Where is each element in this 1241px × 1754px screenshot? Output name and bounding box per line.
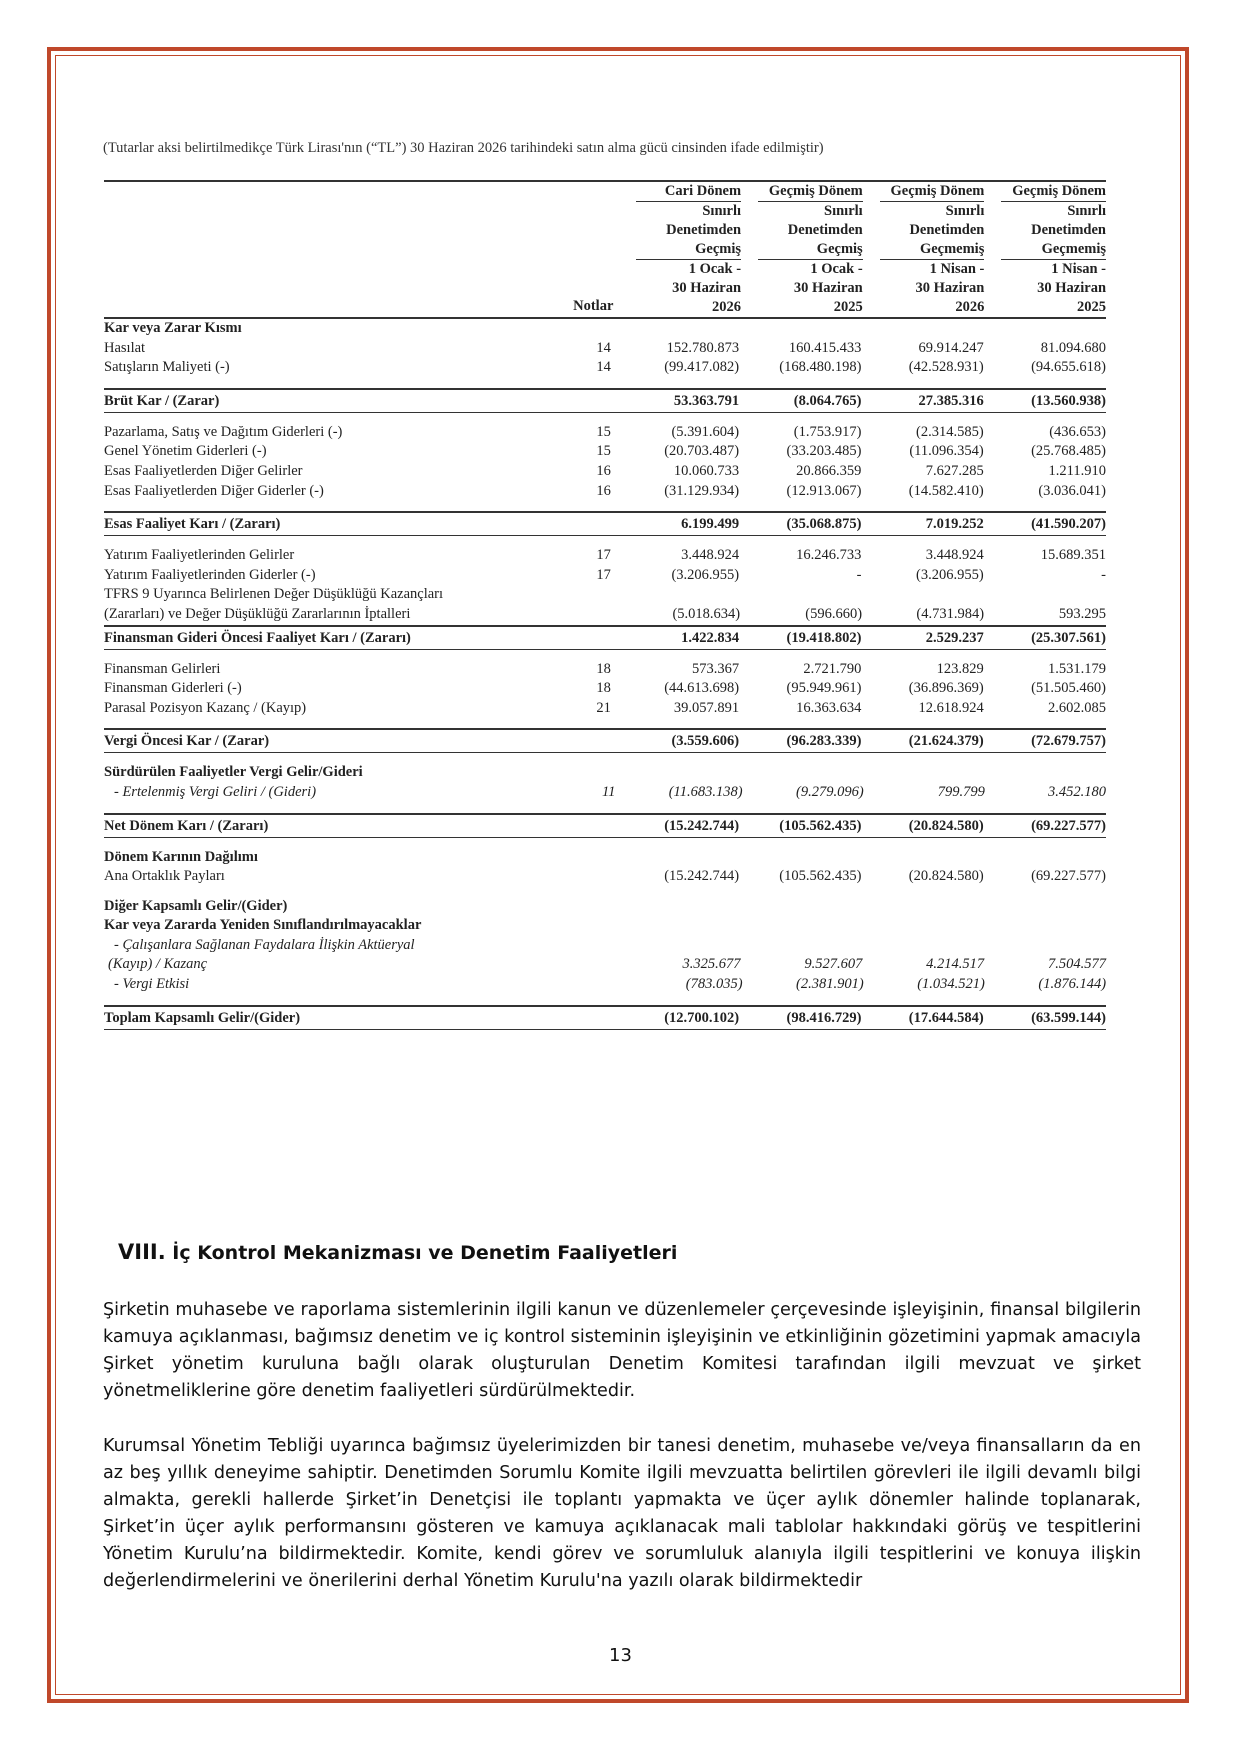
table-row	[104, 848, 1106, 868]
row-value: (25.768.485)	[1031, 443, 1106, 460]
row-value	[756, 319, 861, 339]
row-value: (3.206.955)	[671, 566, 740, 583]
row-label: Net Dönem Karı / (Zararı)	[104, 817, 269, 834]
row-note	[495, 897, 617, 917]
table-row	[104, 423, 1106, 443]
row-value: 2.529.237	[925, 629, 984, 646]
row-value	[760, 936, 864, 956]
row-value	[634, 319, 739, 339]
row-value	[756, 848, 861, 868]
row-value: (3.036.041)	[1038, 482, 1106, 499]
row-value	[634, 897, 739, 917]
column-header: Geçmiş Dönem Sınırlı Denetimden Geçmemiş 1 Nisan - 30 Haziran 2026	[880, 182, 985, 317]
row-value: 3.452.180	[1048, 783, 1107, 800]
row-value	[756, 897, 861, 917]
row-value: 1.422.834	[681, 629, 740, 646]
notes-header: Notlar	[573, 298, 614, 314]
row-value: (1.753.917)	[793, 423, 862, 440]
row-value: 27.385.316	[918, 392, 984, 409]
table-header	[104, 180, 1106, 319]
row-value: (783.035)	[685, 976, 743, 993]
row-label: Parasal Pozisyon Kazanç / (Kayıp)	[104, 699, 307, 716]
row-note: 18	[596, 660, 611, 677]
row-note: 15	[596, 443, 611, 460]
row-note: 18	[596, 680, 611, 697]
row-value: 12.618.924	[918, 699, 984, 716]
table-row	[104, 511, 1106, 536]
row-value: 160.415.433	[788, 339, 862, 356]
row-note	[495, 319, 617, 339]
row-value: (72.679.757)	[1031, 733, 1106, 750]
row-value: 69.914.247	[918, 339, 984, 356]
row-value: (20.824.580)	[908, 868, 984, 885]
row-label: Satışların Maliyeti (-)	[104, 359, 230, 376]
table-row	[104, 482, 1106, 502]
row-value	[1001, 897, 1106, 917]
table-row	[104, 625, 1106, 650]
row-label: - Çalışanlara Sağlanan Faydalara İlişkin Aktüeryal	[114, 936, 415, 953]
section-title: İç Kontrol Mekanizması ve Denetim Faaliyetleri	[172, 1242, 678, 1264]
row-label: Pazarlama, Satış ve Dağıtım Giderleri (-)	[104, 423, 343, 440]
row-value: (99.417.082)	[664, 359, 740, 376]
row-value: (31.129.934)	[664, 482, 740, 499]
row-value: -	[856, 566, 862, 583]
row-value: (1.034.521)	[917, 976, 985, 993]
row-label: Finansman Giderleri (-)	[104, 680, 242, 697]
row-note	[498, 955, 619, 975]
row-note: 21	[596, 699, 611, 716]
row-value: (44.613.698)	[664, 680, 740, 697]
row-label: TFRS 9 Uyarınca Belirlenen Değer Düşüklüğü Kazançları (Zararları) ve Değer Düşüklüğü Zararlarının İptalleri	[104, 586, 444, 622]
row-value: (3.559.606)	[671, 733, 740, 750]
row-label: Sürdürülen Faaliyetler Vergi Gelir/Gideri	[104, 764, 363, 781]
table-row	[104, 660, 1106, 680]
row-note: 14	[596, 359, 611, 376]
row-value: (14.582.410)	[908, 482, 984, 499]
table-row	[104, 936, 1106, 956]
row-value: 1.531.179	[1047, 660, 1106, 677]
row-value: (33.203.485)	[786, 443, 862, 460]
table-row	[104, 867, 1106, 887]
row-value: (19.418.802)	[786, 629, 862, 646]
row-value: (12.700.102)	[664, 1009, 740, 1026]
row-value	[1001, 763, 1106, 783]
table-row	[104, 679, 1106, 699]
row-label: Brüt Kar / (Zarar)	[104, 392, 220, 409]
row-value: (9.279.096)	[796, 783, 864, 800]
table-row	[104, 358, 1106, 378]
row-value: (69.227.577)	[1031, 817, 1106, 834]
row-note	[495, 390, 617, 412]
row-value: (25.307.561)	[1031, 629, 1106, 646]
row-note	[495, 730, 617, 752]
row-value: (20.703.487)	[664, 443, 740, 460]
row-note	[497, 585, 618, 624]
table-row	[104, 975, 1106, 995]
table-row	[104, 955, 1106, 975]
row-value: 152.780.873	[666, 339, 740, 356]
row-value	[634, 916, 739, 936]
row-value: 9.527.607	[804, 956, 863, 973]
page-number: 13	[609, 1645, 632, 1666]
table-row	[104, 783, 1106, 803]
table-row	[104, 1005, 1106, 1030]
row-label: Esas Faaliyet Karı / (Zararı)	[104, 516, 281, 533]
row-value	[756, 916, 861, 936]
table-row	[104, 339, 1106, 359]
row-label: - Ertelenmiş Vergi Geliri / (Gideri)	[114, 783, 317, 800]
row-value	[878, 319, 983, 339]
row-value: 3.448.924	[925, 547, 984, 564]
section-number: VIII.	[118, 1240, 166, 1264]
table-row	[104, 585, 1106, 624]
row-value: (21.624.379)	[908, 733, 984, 750]
row-value	[1001, 916, 1106, 936]
row-value: 53.363.791	[673, 392, 740, 409]
row-value: (98.416.729)	[786, 1009, 862, 1026]
row-value: (20.824.580)	[908, 817, 984, 834]
paragraph: Kurumsal Yönetim Tebliği uyarınca bağımsız üyelerimizden bir tanesi denetim, muhasebe ve/veya finansalların da en az beş yıllık deneyime sahiptir. Denetimden Sorumlu Komite ilgili mevzuatta belirtilen görevleri ile ilgili devamlı bilgi almakta, gerekli hallerde Şirket’in Denetçisi ile toplantı yapmakta ve üçer aylık dönemler halinde toplanarak, Şirket’in üçer aylık performansını gösteren ve kamuya açıklanacak mali tablolar hakkındaki görüş ve tespitlerini Yönetim Kurulu’na bildirmektedir. Komite, kendi görev ve sorumluluk alanıyla ilgili tespitlerini ve konuya ilişkin değerlendirmelerini ve önerilerini derhal Yönetim Kurulu'na yazılı olarak bildirmektedir	[103, 1436, 1141, 1591]
row-value: (3.206.955)	[916, 566, 984, 583]
row-value: (4.731.984)	[916, 605, 985, 622]
row-value	[634, 763, 739, 783]
row-value	[878, 897, 983, 917]
row-note	[495, 867, 617, 887]
row-note	[495, 513, 617, 535]
row-value	[881, 936, 985, 956]
table-row	[104, 813, 1106, 838]
row-label: Toplam Kapsamlı Gelir/(Gider)	[104, 1009, 301, 1026]
row-label: Vergi Öncesi Kar / (Zarar)	[104, 733, 270, 750]
row-value: -	[1101, 566, 1106, 583]
row-note	[495, 815, 617, 837]
row-note	[495, 848, 617, 868]
row-value: (69.227.577)	[1031, 868, 1106, 885]
row-value: 10.060.733	[673, 462, 740, 479]
row-value: (36.896.369)	[908, 680, 984, 697]
row-value: (15.242.744)	[664, 868, 740, 885]
row-value: (2.314.585)	[916, 423, 984, 440]
row-label: Dönem Karının Dağılımı	[104, 848, 258, 865]
row-value	[634, 848, 739, 868]
row-value: 3.448.924	[681, 547, 740, 564]
row-value: (105.562.435)	[779, 868, 862, 885]
row-value: (11.096.354)	[909, 443, 984, 460]
row-note: 14	[596, 339, 611, 356]
row-label: Finansman Gelirleri	[104, 660, 221, 677]
section-heading	[118, 1240, 677, 1264]
table-caption: (Tutarlar aksi belirtilmedikçe Türk Lirası'nın (“TL”) 30 Haziran 2026 tarihindeki satın alma gücü cinsinden ifade edilmiştir)	[103, 140, 824, 156]
row-label: Yatırım Faaliyetlerinden Gelirler	[104, 547, 295, 564]
table-row	[104, 566, 1106, 586]
income-statement-table	[104, 180, 1106, 1040]
row-value	[878, 848, 983, 868]
row-value: 7.504.577	[1047, 956, 1106, 973]
row-note	[495, 763, 617, 783]
row-label: Yatırım Faaliyetlerinden Giderler (-)	[104, 566, 316, 583]
row-value: (5.018.634)	[672, 605, 741, 622]
row-value: 4.214.517	[926, 956, 985, 973]
row-value: 2.602.085	[1047, 699, 1106, 716]
row-value: 799.799	[937, 783, 985, 800]
row-note: 15	[596, 423, 611, 440]
row-note: 16	[596, 462, 611, 479]
row-note	[495, 916, 617, 936]
table-body	[104, 319, 1106, 1030]
row-value: (436.653)	[1049, 423, 1106, 440]
column-header: Cari Dönem Sınırlı Denetimden Geçmiş 1 Ocak - 30 Haziran 2026	[636, 182, 741, 317]
row-value: (1.876.144)	[1038, 976, 1107, 993]
table-row	[104, 388, 1106, 413]
row-label: Esas Faaliyetlerden Diğer Gelirler	[104, 462, 303, 479]
row-note	[501, 936, 621, 956]
row-value: (105.562.435)	[779, 817, 862, 834]
row-value: (8.064.765)	[793, 392, 862, 409]
table-row	[104, 897, 1106, 917]
table-row	[104, 916, 1106, 936]
row-label: Genel Yönetim Giderleri (-)	[104, 443, 267, 460]
row-label: Diğer Kapsamlı Gelir/(Gider)	[104, 897, 288, 914]
row-value: (5.391.604)	[671, 423, 740, 440]
row-value: (35.068.875)	[786, 516, 862, 533]
row-label: Hasılat	[104, 339, 146, 356]
row-value: 3.325.677	[682, 956, 741, 973]
row-value	[1002, 936, 1106, 956]
row-label: Finansman Gideri Öncesi Faaliyet Karı / (Zararı)	[104, 629, 411, 646]
row-value	[1001, 848, 1106, 868]
table-row	[104, 462, 1106, 482]
row-value: 2.721.790	[803, 660, 862, 677]
row-value: 573.367	[692, 660, 740, 677]
row-value	[878, 916, 983, 936]
column-header: Geçmiş Dönem Sınırlı Denetimden Geçmiş 1 Ocak - 30 Haziran 2025	[758, 182, 863, 317]
row-note: 17	[596, 547, 611, 564]
row-value	[638, 936, 742, 956]
row-value: (596.660)	[805, 605, 863, 622]
table-row	[104, 728, 1106, 753]
row-value: (96.283.339)	[786, 733, 862, 750]
row-value: 39.057.891	[673, 699, 740, 716]
row-value	[1001, 319, 1106, 339]
row-value: 6.199.499	[681, 516, 740, 533]
row-value: 16.363.634	[796, 699, 862, 716]
paragraph: Şirketin muhasebe ve raporlama sistemlerinin ilgili kanun ve düzenlemeler çerçevesinde işleyişinin, finansal bilgilerin kamuya açıklanması, bağımsız denetim ve iç kontrol sisteminin işleyişinin ve etkinliğinin gözetimini yapmak amacıyla Şirket yönetim kuruluna bağlı olarak oluşturulan Denetim Komitesi tarafından ilgili mevzuat ve şirket yönetmeliklerine göre denetim faaliyetleri sürdürülmektedir.	[103, 1300, 1141, 1401]
row-value	[756, 763, 861, 783]
row-value: (51.505.460)	[1031, 680, 1106, 697]
row-label: Esas Faaliyetlerden Diğer Giderler (-)	[104, 482, 324, 499]
row-value	[878, 763, 983, 783]
row-label: Ana Ortaklık Payları	[104, 868, 225, 885]
row-value: (13.560.938)	[1031, 392, 1106, 409]
row-note	[495, 627, 617, 649]
table-row	[104, 763, 1106, 783]
table-row	[104, 442, 1106, 462]
row-value: (42.528.931)	[908, 359, 984, 376]
row-value: 7.627.285	[925, 462, 984, 479]
row-value: 123.829	[936, 660, 984, 677]
table-row	[104, 319, 1106, 339]
row-value: 7.019.252	[925, 516, 984, 533]
row-note	[501, 975, 621, 995]
row-label: Kar veya Zarar Kısmı	[104, 320, 242, 336]
row-value: (95.949.961)	[786, 680, 862, 697]
row-value: (2.381.901)	[796, 976, 864, 993]
row-value: 16.246.733	[796, 547, 862, 564]
row-label: - Vergi Etkisi	[114, 976, 190, 993]
row-label: Kar veya Zararda Yeniden Sınıflandırılmayacaklar	[104, 917, 422, 934]
row-value: (94.655.618)	[1031, 359, 1106, 376]
row-value: 1.211.910	[1048, 462, 1106, 479]
row-value: (12.913.067)	[786, 482, 862, 499]
row-value: 593.295	[1058, 605, 1107, 622]
table-row	[104, 546, 1106, 566]
row-value: (63.599.144)	[1031, 1009, 1106, 1026]
row-value: 15.689.351	[1040, 547, 1106, 564]
column-header: Geçmiş Dönem Sınırlı Denetimden Geçmemiş 1 Nisan - 30 Haziran 2025	[1001, 182, 1106, 317]
row-value: 81.094.680	[1040, 339, 1106, 356]
row-value: (41.590.207)	[1031, 516, 1106, 533]
table-row	[104, 699, 1106, 719]
row-value: 20.866.359	[796, 462, 862, 479]
row-note: 16	[596, 482, 611, 499]
row-value: (15.242.744)	[664, 817, 740, 834]
row-label: (Kayıp) / Kazanç	[108, 956, 208, 973]
row-value: (168.480.198)	[779, 359, 862, 376]
row-note	[495, 1007, 617, 1029]
row-note: 11	[601, 783, 616, 800]
row-note: 17	[596, 566, 611, 583]
row-value: (11.683.138)	[668, 783, 743, 800]
row-value: (17.644.584)	[908, 1009, 984, 1026]
